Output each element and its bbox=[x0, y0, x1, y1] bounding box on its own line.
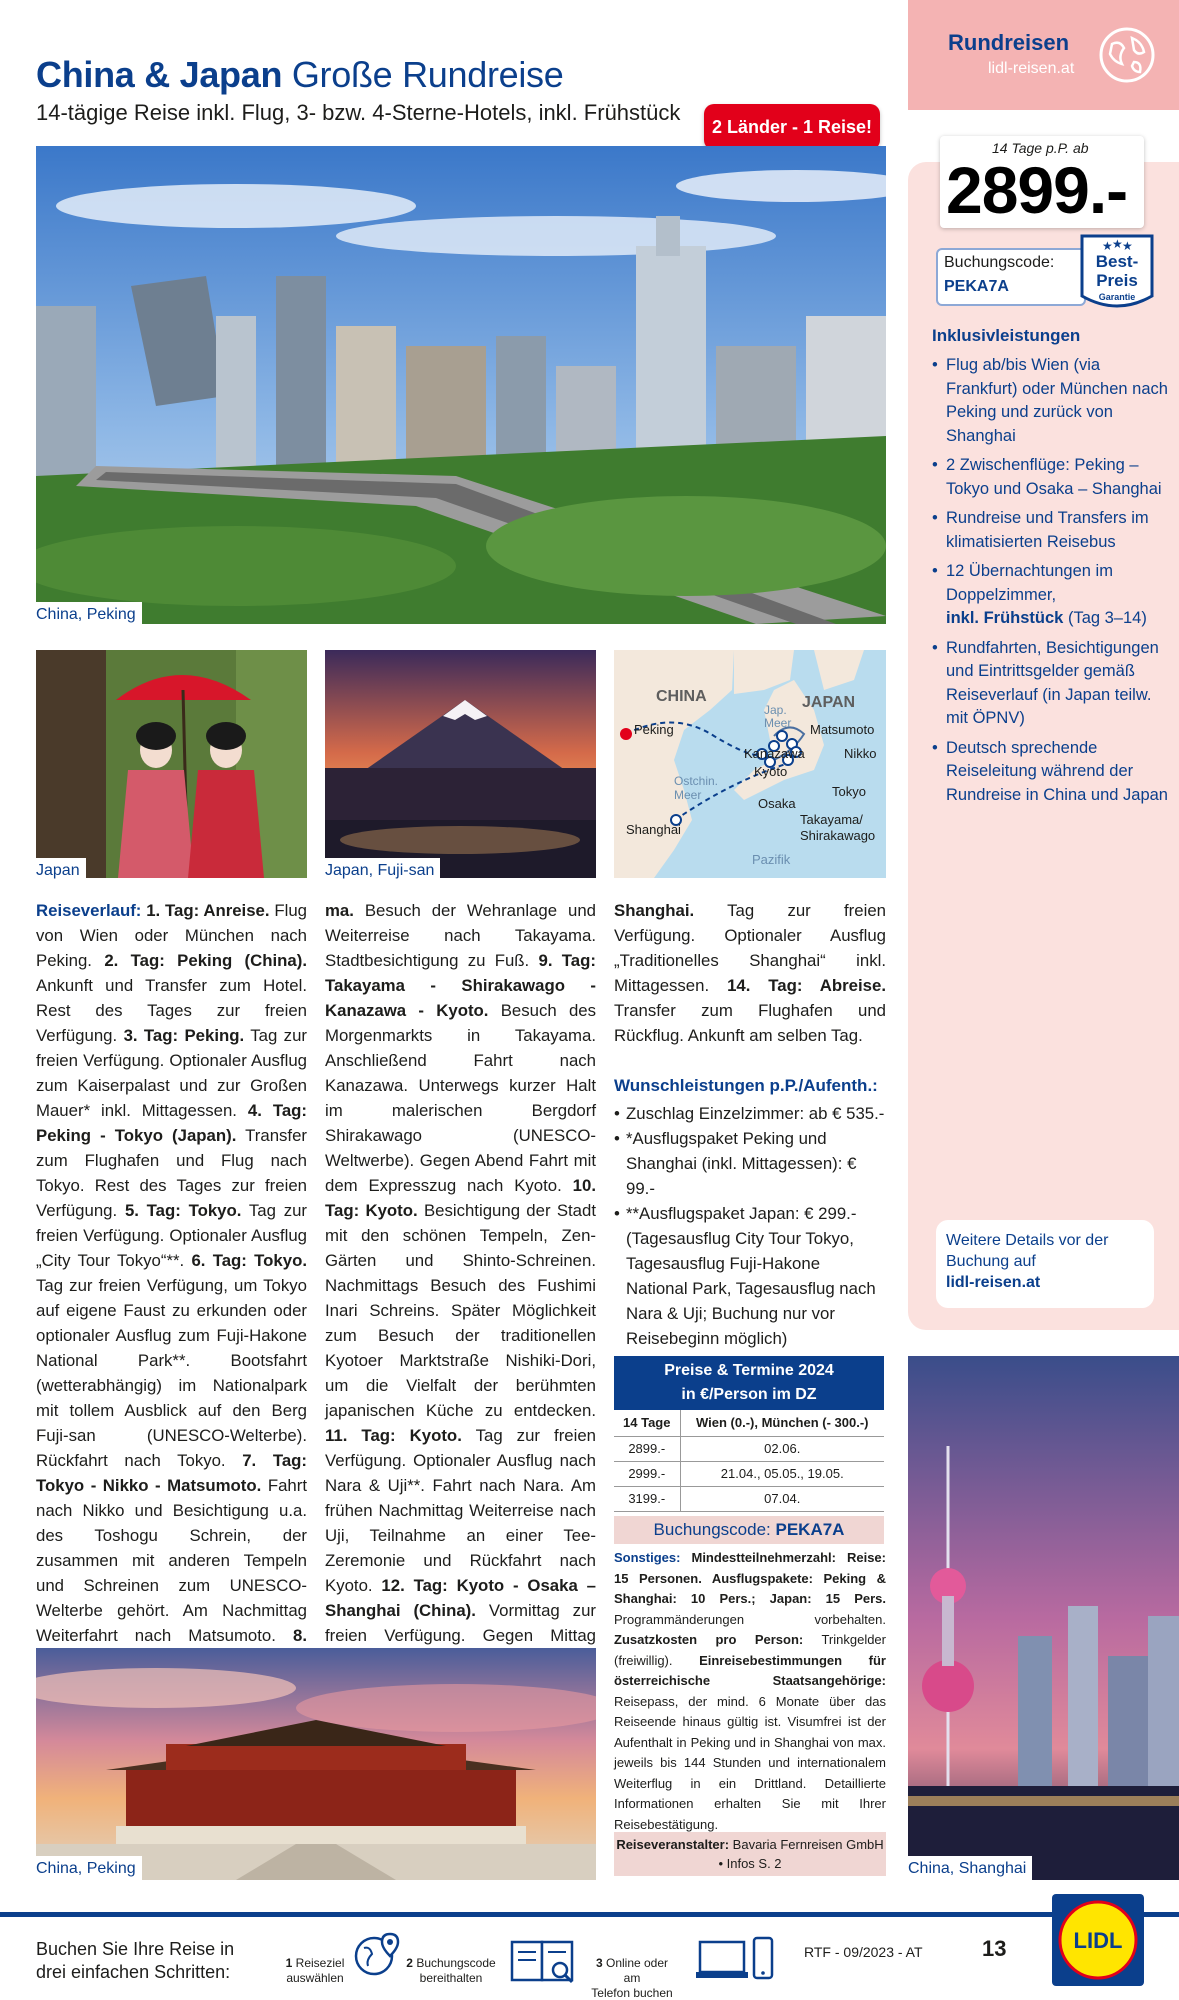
map-city-osaka: Osaka bbox=[758, 796, 796, 811]
step-1 bbox=[280, 1956, 350, 1986]
map-city-tokyo: Tokyo bbox=[832, 784, 866, 799]
takayama-line-1: Takayama/ bbox=[800, 812, 863, 827]
day-1-text: Flug von Wien oder München nach Peking. bbox=[36, 901, 307, 970]
itinerary-column-2 bbox=[325, 898, 596, 1698]
other-text-2: Trinkgelder (freiwillig). bbox=[614, 1632, 886, 1668]
step-2 bbox=[406, 1956, 496, 1986]
day-4-text: Transfer zum Flughafen und Flug nach Tokyo. Rest des Tages zur freien Verfügung. bbox=[36, 1126, 308, 1220]
footer-meta: RTF - 09/2023 - AT bbox=[804, 1944, 923, 1960]
day-11-text: Tag zur freien Verfügung. Optionaler Ausflug nach Nara & Uji**. Fahrt nach Nara. Am frühen Nachmittag Weiterreise nach Uji, Teilnahme an einer Tee-Zeremonie und Rückfahrt nach Kyoto. bbox=[325, 1426, 597, 1595]
row-dates: 07.04. bbox=[680, 1486, 884, 1511]
star-icon: ★ bbox=[1112, 237, 1123, 251]
col-departure: Wien (0.-), München (- 300.-) bbox=[680, 1410, 884, 1436]
inclusive-item: • 2 Zwischenflüge: Peking – Tokyo und Osaka – Shanghai bbox=[932, 454, 1168, 501]
itinerary-column-3 bbox=[614, 898, 886, 1048]
inclusive-days: (Tag 3–14) bbox=[1067, 609, 1147, 627]
day-10: 10. Tag: Kyoto. bbox=[325, 1176, 596, 1220]
operator-name: Bavaria Fernreisen GmbH • Infos S. 2 bbox=[718, 1837, 884, 1871]
inclusive-heading: Inklusivleistungen bbox=[932, 326, 1081, 345]
caption-forbidden-city: China, Peking bbox=[36, 1856, 142, 1880]
day-14: 14. Tag: Abreise. bbox=[727, 976, 886, 995]
prices-table bbox=[614, 1410, 884, 1512]
day-9: 9. Tag: Takayama - Shirakawago - Kanazawa - Kyoto. bbox=[325, 951, 596, 1020]
photo-shanghai bbox=[908, 1356, 1179, 1880]
footer-rule bbox=[0, 1912, 1179, 1917]
day-3: 3. Tag: Peking. bbox=[123, 1026, 245, 1045]
catalog-icon bbox=[510, 1936, 574, 1986]
route-map bbox=[614, 650, 886, 878]
section-url[interactable]: lidl-reisen.at bbox=[988, 60, 1075, 77]
day-3-text: Tag zur freien Verfügung. Optionaler Ausflug zum Kaiserpalast und zur Großen Mauer* inkl. Mittagessen. bbox=[36, 1026, 307, 1120]
day-8: 8. bbox=[293, 1626, 307, 1645]
prices-code-value: PEKA7A bbox=[775, 1520, 845, 1539]
day-8-text: Besuch der Wehranlage und Weiterreise nach Takayama. Stadtbesichtigung zu Fuß. bbox=[325, 901, 596, 970]
day-2: 2. Tag: Peking (China). bbox=[104, 951, 307, 970]
day-6-text: Tag zur freien Verfügung, um Tokyo auf eigene Faust zu erkunden oder optionaler Ausflug zum Fuji-Hakone National Park**. Bootsfahrt (wetterabhängig) im Nationalpark mit tollem Ausblick auf den Berg Fuji-san (UNESCO-Welterbe). Rückfahrt nach Tokyo. bbox=[36, 1276, 307, 1470]
best-price-guarantee: Garantie bbox=[1098, 292, 1136, 302]
map-city-shanghai: Shanghai bbox=[626, 822, 681, 837]
photo-japan-geishas bbox=[36, 650, 307, 878]
step-3-number: 3 bbox=[595, 1956, 603, 1970]
itinerary-heading: Reiseverlauf: bbox=[36, 901, 142, 920]
other-label: Sonstiges: bbox=[614, 1550, 681, 1565]
step-2-line-2: bereithalten bbox=[419, 1971, 483, 1985]
extras-item: • **Ausflugspaket Japan: € 299.- (Tagesausflug City Tour Tokyo, Tagesausflug Fuji-Hakone National Park, Tagesausflug nach Nara & Uji; Buchung nur vor Reisebeginn möglich) bbox=[614, 1201, 886, 1351]
extras-item: • *Ausflugspaket Peking und Shanghai (inkl. Mittagessen): € 99.- bbox=[614, 1126, 886, 1201]
other-entry: Einreisebestimmungen für österreichische Staatsangehörige: bbox=[614, 1652, 886, 1688]
day-2-text: Ankunft und Transfer zum Hotel. Rest des Tages zur freien Verfügung. bbox=[36, 976, 307, 1045]
map-city-kyoto: Kyoto bbox=[754, 764, 788, 779]
inclusive-breakfast: inkl. Frühstück bbox=[946, 609, 1064, 627]
title-rest: Große Rundreise bbox=[291, 54, 564, 95]
inclusive-item: • Deutsch sprechende Reiseleitung während der Rundreise in China und Japan bbox=[932, 737, 1168, 808]
step-2-line-1: Buchungscode bbox=[416, 1956, 496, 1970]
details-box[interactable] bbox=[936, 1220, 1154, 1308]
prices-heading-line-2: in €/Person im DZ bbox=[681, 1386, 817, 1403]
booking-code-value: PEKA7A bbox=[944, 278, 1009, 295]
table-row bbox=[614, 1486, 884, 1511]
itinerary-column-1 bbox=[36, 898, 307, 1673]
globe-pin-icon bbox=[350, 1930, 406, 1980]
row-price: 3199.- bbox=[614, 1486, 680, 1511]
day-10-text: Besichtigung der Stadt mit den schönen Tempeln, Zen-Gärten und Shinto-Schreinen. Nachmittags Besuch des Fushimi Inari Schreins. Später Möglichkeit zum Besuch der traditionellen Kyotoer Marktstraße Nishiki-Dori, um die Vielfalt der berühmten japanischen Küche zu entdecken. bbox=[325, 1201, 597, 1420]
inclusive-item: • Rundreise und Transfers im klimatisierten Reisebus bbox=[932, 507, 1168, 554]
other-info bbox=[614, 1548, 886, 1835]
day-9-text: Besuch des Morgenmarkts in Takayama. Anschließend Fahrt nach Kanazawa. Unterwegs kurzer Halt im malerischen Bergdorf Shirakawago (UNESCO-Weltwerbe). Gegen Abend Fahrt mit dem Expresszug nach Kyoto. bbox=[325, 1001, 597, 1195]
day-1: 1. Tag: Anreise. bbox=[146, 901, 270, 920]
prices-booking-code bbox=[614, 1516, 884, 1544]
prices-header-row bbox=[614, 1410, 884, 1436]
day-7: 7. Tag: Tokyo - Nikko - Matsumoto. bbox=[36, 1451, 307, 1495]
caption-shanghai: China, Shanghai bbox=[908, 1856, 1032, 1880]
day-13-text: Tag zur freien Verfügung. Optionaler Ausflug „Traditionelles Shanghai“ inkl. Mittagessen. bbox=[614, 901, 886, 995]
table-row bbox=[614, 1461, 884, 1486]
map-label-pazifik: Pazifik bbox=[752, 852, 791, 867]
details-text: Weitere Details vor der Buchung auf bbox=[946, 1232, 1109, 1270]
jap-meer-line-2: Meer bbox=[764, 716, 792, 730]
map-label-china: CHINA bbox=[656, 688, 707, 705]
footer-line-1: Buchen Sie Ihre Reise in bbox=[36, 1939, 235, 1959]
extras-item: • Zuschlag Einzelzimmer: ab € 535.- bbox=[614, 1101, 886, 1126]
map-label-japan: JAPAN bbox=[802, 694, 856, 711]
lidl-logo-text: LIDL bbox=[1073, 1928, 1123, 1953]
prices-heading-line-1: Preise & Termine 2024 bbox=[664, 1362, 834, 1379]
best-price-text bbox=[1078, 252, 1156, 290]
row-dates: 21.04., 05.05., 19.05. bbox=[680, 1461, 884, 1486]
step-3 bbox=[588, 1956, 676, 2000]
inclusive-item: • Rundfahrten, Besichtigungen und Eintrittsgelder gemäß Reiseverlauf (in Japan teilw. mit ÖPNV) bbox=[932, 637, 1168, 731]
day-11: 11. Tag: Kyoto. bbox=[325, 1426, 462, 1445]
photo-fuji-san bbox=[325, 650, 596, 878]
day-7-text: Fahrt nach Nikko und Besichtigung u.a. des Toshogu Schrein, der zusammen mit anderen Tempeln und Schreinen zum UNESCO-Welterbe gehört. Am Nachmittag Weiterfahrt nach Matsumoto. bbox=[36, 1476, 307, 1645]
map-city-matsumoto: Matsumoto bbox=[810, 722, 875, 737]
caption-main-photo: China, Peking bbox=[36, 602, 142, 626]
day-13-cont: Shanghai. bbox=[614, 901, 695, 920]
takayama-line-2: Shirakawago bbox=[800, 828, 876, 843]
day-8-cont: ma. bbox=[325, 901, 354, 920]
step-1-line-1: Reiseziel bbox=[295, 1956, 345, 1970]
row-price: 2999.- bbox=[614, 1461, 680, 1486]
step-2-number: 2 bbox=[406, 1956, 413, 1970]
extras-heading: Wunschleistungen p.P./Aufenth.: bbox=[614, 1076, 878, 1095]
other-costs: Zusatzkosten pro Person: bbox=[614, 1632, 804, 1647]
map-label-jap-meer bbox=[764, 704, 791, 730]
best-price-line-1: Best- bbox=[1095, 252, 1139, 271]
inclusive-item: • Flug ab/bis Wien (via Frankfurt) oder München nach Peking und zurück von Shanghai bbox=[932, 354, 1168, 448]
page-subtitle: 14-tägige Reise inkl. Flug, 3- bzw. 4-Sterne-Hotels, inkl. Frühstück bbox=[36, 100, 681, 125]
map-city-peking: Peking bbox=[634, 722, 674, 737]
photo-forbidden-city bbox=[36, 1648, 596, 1880]
title-bold: China & Japan bbox=[36, 54, 283, 95]
prices-code-label: Buchungscode: bbox=[653, 1520, 771, 1539]
day-6: 6. Tag: Tokyo. bbox=[191, 1251, 307, 1270]
best-price-line-2: Preis bbox=[1096, 271, 1138, 290]
col-duration: 14 Tage bbox=[614, 1410, 680, 1436]
day-12-text: Vormittag zur freien Verfügung. Gegen Mittag bbox=[325, 1601, 596, 1645]
lidl-logo bbox=[1050, 1892, 1146, 1988]
caption-japan: Japan bbox=[36, 858, 86, 882]
day-12: 12. Tag: Kyoto - Osaka – Shanghai (China). bbox=[325, 1576, 596, 1620]
price-value: 2899.- bbox=[946, 153, 1128, 227]
price-prefix: 14 Tage p.P. ab bbox=[992, 140, 1089, 156]
caption-fuji: Japan, Fuji-san bbox=[325, 858, 440, 882]
inclusive-item bbox=[932, 560, 1168, 631]
ostchin-line-2: Meer bbox=[674, 788, 702, 802]
step-1-line-2: auswählen bbox=[286, 1971, 344, 1985]
globe-icon bbox=[1098, 26, 1156, 84]
table-row bbox=[614, 1436, 884, 1461]
booking-code-label: Buchungscode: bbox=[944, 254, 1055, 271]
step-1-number: 1 bbox=[285, 1956, 293, 1970]
jap-meer-line-1: Jap. bbox=[764, 703, 787, 717]
inclusive-list bbox=[932, 354, 1168, 813]
countries-badge: 2 Länder - 1 Reise! bbox=[704, 104, 880, 150]
row-dates: 02.06. bbox=[680, 1436, 884, 1461]
star-icon: ★ bbox=[1102, 239, 1113, 253]
step-3-line-2: Telefon buchen bbox=[591, 1986, 673, 2000]
star-icon: ★ bbox=[1122, 239, 1133, 253]
map-city-nikko: Nikko bbox=[844, 746, 877, 761]
day-5-text: Tag zur freien Verfügung. Optionaler Ausflug „City Tour Tokyo“**. bbox=[36, 1201, 308, 1270]
inclusive-item-text: 12 Übernachtungen im Doppelzimmer, bbox=[946, 562, 1113, 604]
other-text-3: Reisepass, der mind. 6 Monate über das Reiseende hinaus gültig ist. Visumfrei ist der Aufenthalt in Peking und in Shanghai von max. jeweils bis 144 Stunden und internationalem Weiterflug in ein Drittland. Detaillierte Informationen erhalten Sie mit Ihrer Reisebestätigung. bbox=[614, 1693, 886, 1832]
day-14-text: Transfer zum Flughafen und Rückflug. Ankunft am selben Tag. bbox=[614, 1001, 886, 1045]
section-title: Rundreisen bbox=[948, 30, 1070, 55]
details-link[interactable]: lidl-reisen.at bbox=[946, 1274, 1041, 1291]
map-label-ostchin bbox=[674, 774, 718, 802]
main-photo-beijing bbox=[36, 146, 886, 624]
page-title bbox=[36, 54, 563, 96]
laptop-phone-icon bbox=[696, 1934, 776, 1984]
map-city-kanazawa: Kanazawa bbox=[744, 746, 805, 761]
footer-booking-steps bbox=[36, 1938, 234, 1984]
step-3-line-1: Online oder am bbox=[605, 1956, 669, 1985]
other-text-1: Programmänderungen vorbehalten. bbox=[614, 1611, 886, 1627]
ostchin-line-1: Ostchin. bbox=[674, 774, 719, 788]
map-city-takayama bbox=[800, 812, 875, 844]
extras-list bbox=[614, 1101, 886, 1351]
tour-operator bbox=[614, 1832, 886, 1876]
operator-label: Reiseveranstalter: bbox=[616, 1837, 730, 1852]
prices-heading bbox=[614, 1356, 884, 1410]
page-number: 13 bbox=[982, 1936, 1007, 1961]
other-min-participants: Mindestteilnehmerzahl: Reise: 15 Personen. Ausflugspakete: Peking & Shanghai: 10 Pers.; Japan: 15 Pers. bbox=[614, 1550, 886, 1606]
day-4: 4. Tag: Peking - Tokyo (Japan). bbox=[36, 1101, 307, 1145]
footer-line-2: drei einfachen Schritten: bbox=[36, 1962, 231, 1982]
day-5: 5. Tag: Tokyo. bbox=[124, 1201, 242, 1220]
best-price-badge bbox=[1078, 232, 1156, 316]
row-price: 2899.- bbox=[614, 1436, 680, 1461]
